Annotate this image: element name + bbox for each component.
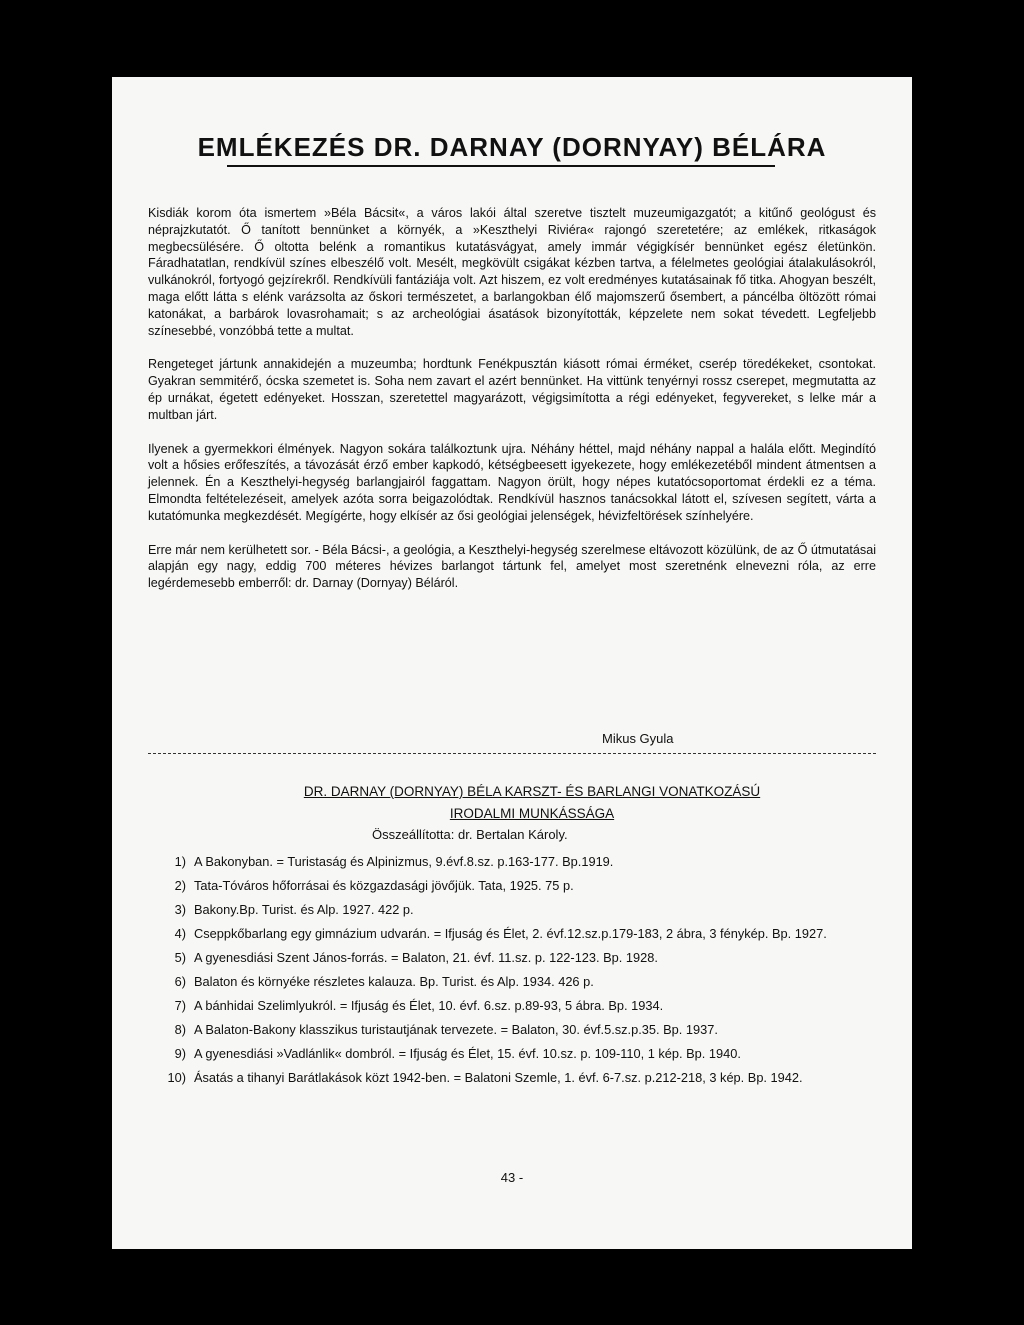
item-text: A gyenesdiási Szent János-forrás. = Balaton, 21. évf. 11.sz. p. 122-123. Bp. 1928. — [194, 950, 658, 965]
compiled-name: dr. Bertalan Károly. — [458, 827, 568, 842]
bibliography-title — [192, 781, 872, 825]
paragraph-1: Kisdiák korom óta ismertem »Béla Bácsit«, a város lakói által szeretve tisztelt muzeumigazgatót; a kitűnő geológust és néprajzkutatót. Ő tanított bennünket a környék, a »Keszthelyi Riviéra« rajongó szeretetére; az emlékek, ritkaságok megbecsülésére. Ő oltotta belénk a romantikus kutatásvágyat, amely immár végigkísér bennünket egész életünkön. Fáradhatatlan, rendkívül színes elbeszélő volt. Mesélt, megkövült csigákat kézben tartva, a félelmetes geológiai átalakulásokról, vulkánokról, fortyogó gejzírekről. Rendkívüli fantáziája volt. Azt hiszem, ez volt eredményes kutatásainak fő titka. Ahogyan beszélt, maga előtt látta s elénk varázsolta az őskori természetet, a barlangokban élő majomszerű ősembert, a páncélba öltözött római katonákat, a barbárok lovasrohamait; s az archeológiai ásatások bizonyították, képzelete nem sokat tévedett. Legfeljebb színesebbé, vonzóbbá tette a multat. — [148, 206, 876, 338]
item-number: 7) — [174, 998, 186, 1013]
list-item — [160, 974, 860, 990]
item-text: A bánhidai Szelimlyukról. = Ifjuság és Élet, 10. évf. 6.sz. p.89-93, 5 ábra. Bp. 1934. — [194, 998, 664, 1013]
list-item — [160, 878, 860, 894]
paragraph-4: Erre már nem kerülhetett sor. - Béla Bácsi-, a geológia, a Keszthelyi-hegység szerelmese eltávozott közülünk, de az Ő útmutatásai alapján egy nagy, eddig 700 méteres hévizes barlangot tártunk fel, amelyet most szeretnénk elnevezni róla, az erre legérdemesebb emberről: dr. Darnay (Dornyay) Béláról. — [148, 542, 876, 591]
item-text: Tata-Tóváros hőforrásai és közgazdasági jövőjük. Tata, 1925. 75 p. — [194, 878, 574, 893]
item-text: A Bakonyban. = Turistaság és Alpinizmus, 9.évf.8.sz. p.163-177. Bp.1919. — [194, 854, 614, 869]
item-text: Ásatás a tihanyi Barátlakások közt 1942-ben. = Balatoni Szemle, 1. évf. 6-7.sz. p.212-218, 3 kép. Bp. 1942. — [194, 1070, 803, 1085]
item-number: 8) — [174, 1022, 186, 1037]
item-text: Bakony.Bp. Turist. és Alp. 1927. 422 p. — [194, 902, 414, 917]
item-text: Cseppkőbarlang egy gimnázium udvarán. = Ifjuság és Élet, 2. évf.12.sz.p.179-183, 2 ábra, 3 fénykép. Bp. 1927. — [194, 926, 827, 941]
dashed-divider — [148, 753, 876, 754]
compiled-by — [372, 827, 568, 842]
item-number: 1) — [174, 854, 186, 869]
item-number: 2) — [174, 878, 186, 893]
page-number: 43 - — [500, 1170, 524, 1185]
item-text: A Balaton-Bakony klasszikus turistautjának tervezete. = Balaton, 30. évf.5.sz.p.35. Bp. 1937. — [194, 1022, 718, 1037]
item-number: 3) — [174, 902, 186, 917]
author-signature: Mikus Gyula — [602, 731, 674, 746]
item-number: 9) — [174, 1046, 186, 1061]
item-number: 4) — [174, 926, 186, 941]
list-item — [160, 1070, 860, 1086]
item-number: 6) — [174, 974, 186, 989]
item-text: A gyenesdiási »Vadlánlik« dombról. = Ifjuság és Élet, 15. évf. 10.sz. p. 109-110, 1 kép. Bp. 1940. — [194, 1046, 741, 1061]
bibliography-title-line-2: IRODALMI MUNKÁSSÁGA — [449, 806, 615, 821]
list-item — [160, 854, 860, 870]
bibliography-list — [160, 854, 860, 1094]
list-item — [160, 998, 860, 1014]
list-item — [160, 950, 860, 966]
bibliography-title-line-1: DR. DARNAY (DORNYAY) BÉLA KARSZT- ÉS BARLANGI VONATKOZÁSÚ — [303, 784, 761, 799]
page-title: EMLÉKEZÉS DR. DARNAY (DORNYAY) BÉLÁRA — [197, 132, 827, 162]
paragraph-2: Rengeteget jártunk annakidején a muzeumba; hordtunk Fenékpusztán kiásott római érméket, cserép töredékeket, csontokat. Gyakran semmitérő, ócska szemetet is. Soha nem zavart el azért bennünket. Ha vittünk tenyérnyi rossz cserepet, megmutatta az ép urnákat, égetett edényeket. Hosszan, szeretettel magyarázott, végigsimította a régi edényeket, fegyvereket, s lelke már a multban járt. — [148, 357, 876, 422]
item-number: 10) — [167, 1070, 186, 1085]
memoir-body — [148, 205, 876, 609]
item-text: Balaton és környéke részletes kalauza. Bp. Turist. és Alp. 1934. 426 p. — [194, 974, 594, 989]
compiled-label: Összeállította: — [372, 827, 455, 842]
document-page — [112, 77, 912, 1249]
item-number: 5) — [174, 950, 186, 965]
title-underline — [227, 165, 775, 167]
paragraph-3: Ilyenek a gyermekkori élmények. Nagyon sokára találkoztunk ujra. Néhány héttel, majd néhány nappal a halála előtt. Megindító volt a hősies erőfeszítés, a távozását érző ember kapkodó, kétségbeesett igyekezete, hogy emlékezetéből mindent átmentsen a jelennek. Én a Keszthelyi-hegység barlangjairól faggattam. Nagyon örült, hogy népes kutatócsoportomat érdekli ez a téma. Elmondta feltételezéseit, amelyek azóta sorra beigazolódtak. Rendkívül hasznos tanácsokkal látott el, szívesen segített, várta a kutatómunka megkezdését. Megígérte, hogy elkísér az ősi geológiai jelenségek, hévizfeltörések színhelyére. — [148, 441, 876, 523]
list-item — [160, 1022, 860, 1038]
list-item — [160, 926, 860, 942]
list-item — [160, 1046, 860, 1062]
list-item — [160, 902, 860, 918]
